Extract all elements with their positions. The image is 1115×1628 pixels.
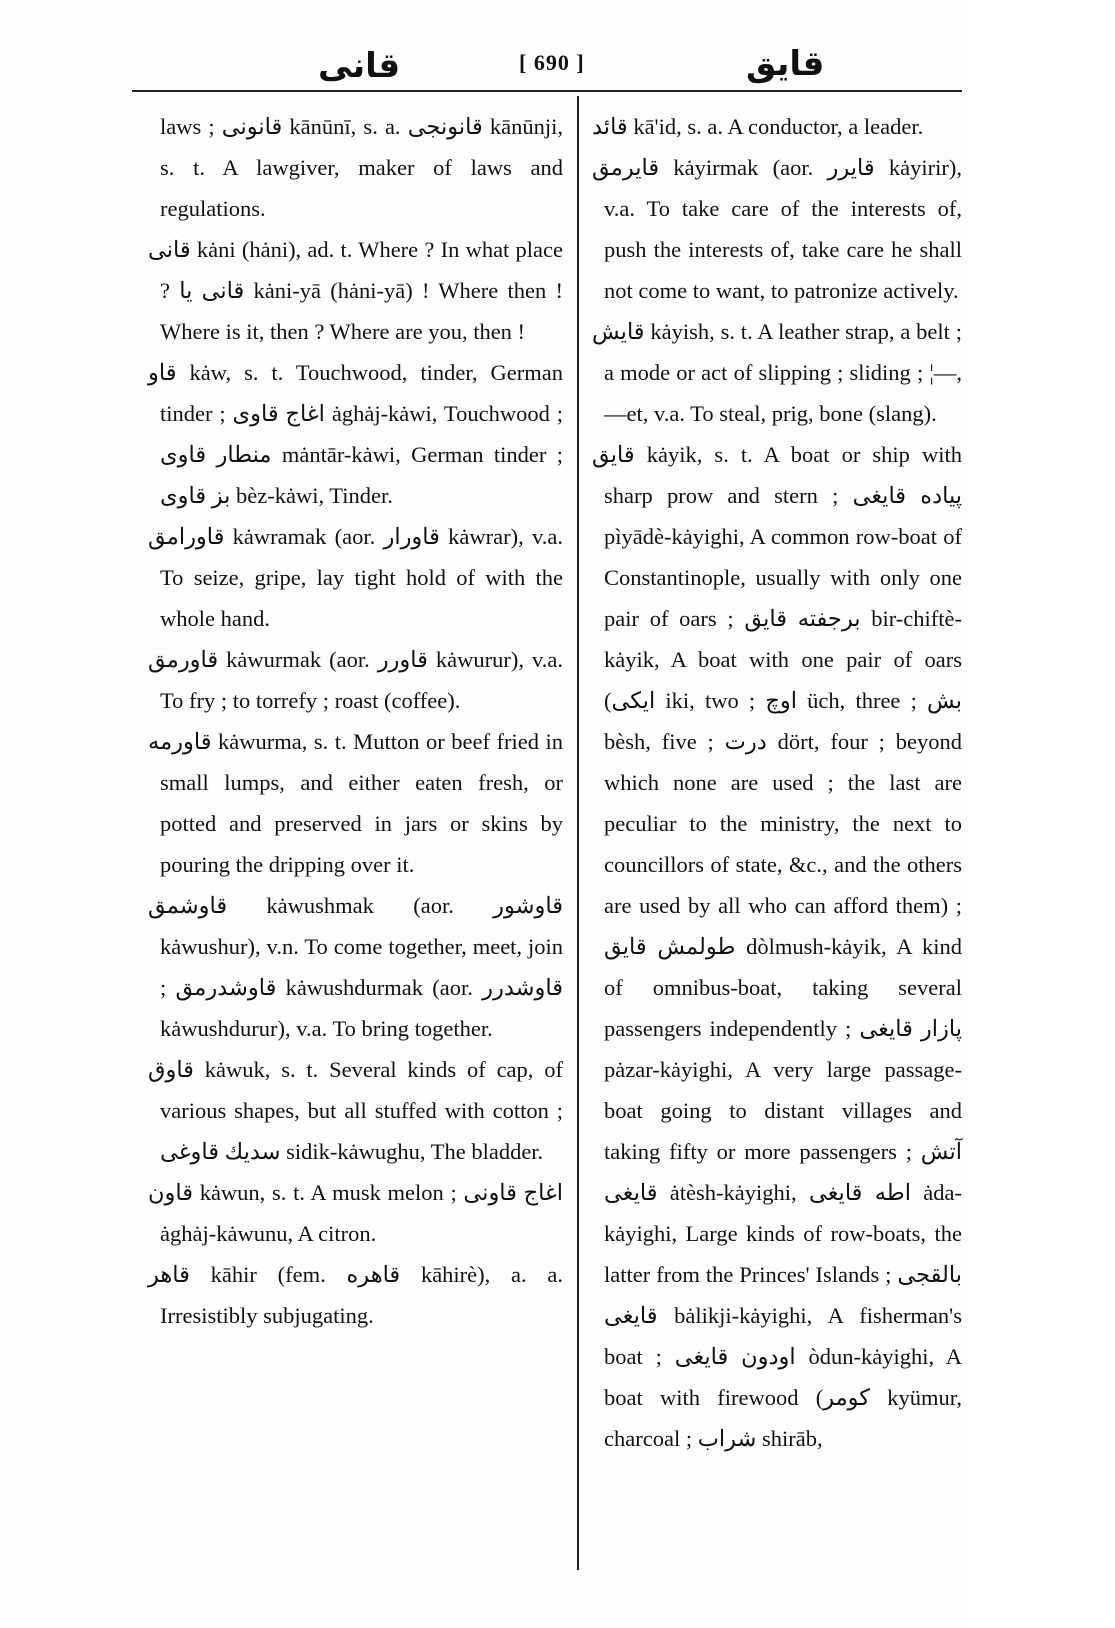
dictionary-entry: قاو kȧw, s. t. Touchwood, tinder, German tinder ; اغاج قاوی ȧghȧj-kȧwi, Touchwood ; منطار قاوی mȧntār-kȧwi, German tinder ; بز قاوی bèz-kȧwi, Tinder. [148,360,564,508]
page-number: [ 690 ] [519,50,585,75]
dictionary-entry: قاورامق kȧwramak (aor. قاورار kȧwrar), v.a. To seize, gripe, lay tight hold of with the whole hand. [148,524,563,631]
dictionary-entry: قایش kȧyish, s. t. A leather strap, a belt ; a mode or act of slipping ; sliding ; ¦—, —et, v.a. To steal, prig, bone (slang). [592,319,962,426]
dictionary-entry: قایرمق kȧyirmak (aor. قایرر kȧyirir), v.a. To take care of the interests of, push the interests of, take care he shall not come to want, to patronize actively. [592,155,962,303]
dictionary-entry: قاون kȧwun, s. t. A musk melon ; اغاج قاونی ȧghȧj-kȧwunu, A citron. [148,1180,564,1246]
dictionary-entry: قاوق kȧwuk, s. t. Several kinds of cap, of various shapes, but all stuffed with cotton ; سدیك قاوغی sidik-kȧwughu, The bladder. [148,1057,563,1164]
dictionary-entry: قایق kȧyik, s. t. A boat or ship with sharp prow and stern ; پیاده قایغی pìyādè-kȧyighi, A common row-boat of Constantinople, usually with only one pair of oars ; برجفته قایق bir-chiftè-kȧyik, A boat with one pair of oars (ایکی iki, two ; اوچ üch, three ; بش bèsh, five ; درت dört, four ; beyond which none are used ; the last are peculiar to the ministry, the next to councillors of state, &c., and the others are used by all who can afford them) ; طولمش قایق dòlmush-kȧyik, A kind of omnibus-boat, taking several passengers independently ; پازار قایغی pȧzar-kȧyighi, A very large passage-boat going to distant villages and taking fifty or more passengers ; آتش قایغی ȧtèsh-kȧyighi, اطه قایغی ȧda-kȧyighi, Large kinds of row-boats, the latter from the Princes' Islands ; بالقجی قایغی bȧlikji-kȧyighi, A fisherman's boat ; اودون قایغی òdun-kȧyighi, A boat with firewood (کومر kyümur, charcoal ; شراب shirāb, [592,442,963,1451]
dictionary-entry: قاورمه kȧwurma, s. t. Mutton or beef fried in small lumps, and either eaten fresh, or potted and preserved in jars or skins by pouring the dripping over it. [148,729,563,877]
dictionary-entry: قاهر kāhir (fem. قاهره kāhirè), a. a. Irresistibly subjugating. [148,1262,563,1328]
dictionary-entry: laws ; قانونی kānūnī, s. a. قانونجی kānūnji, s. t. A lawgiver, maker of laws and regulations. [160,114,564,221]
left-running-headword: قانی [318,46,401,86]
page-header [132,38,962,88]
dictionary-entry: قائد kā'id, s. a. A conductor, a leader. [592,114,924,139]
dictionary-entry: قاوشمق kȧwushmak (aor. قاوشور kȧwushur), v.n. To come together, meet, join ; قاوشدرمق kȧwushdurmak (aor. قاوشدرر kȧwushdurur), v.a. To bring together. [148,893,563,1041]
right-running-headword: قایق [746,44,825,84]
dictionary-entry: قانی kȧni (hȧni), ad. t. Where ? In what place ? قانی یا kȧni-yā (hȧni-yā) ! Where then ! Where is it, then ? Where are you, then ! [148,237,563,344]
left-column [148,106,563,1336]
header-rule [132,90,962,92]
column-divider [577,96,579,1570]
dictionary-entry: قاورمق kȧwurmak (aor. قاورر kȧwurur), v.a. To fry ; to torrefy ; roast (coffee). [148,647,563,713]
right-column [592,106,962,1459]
